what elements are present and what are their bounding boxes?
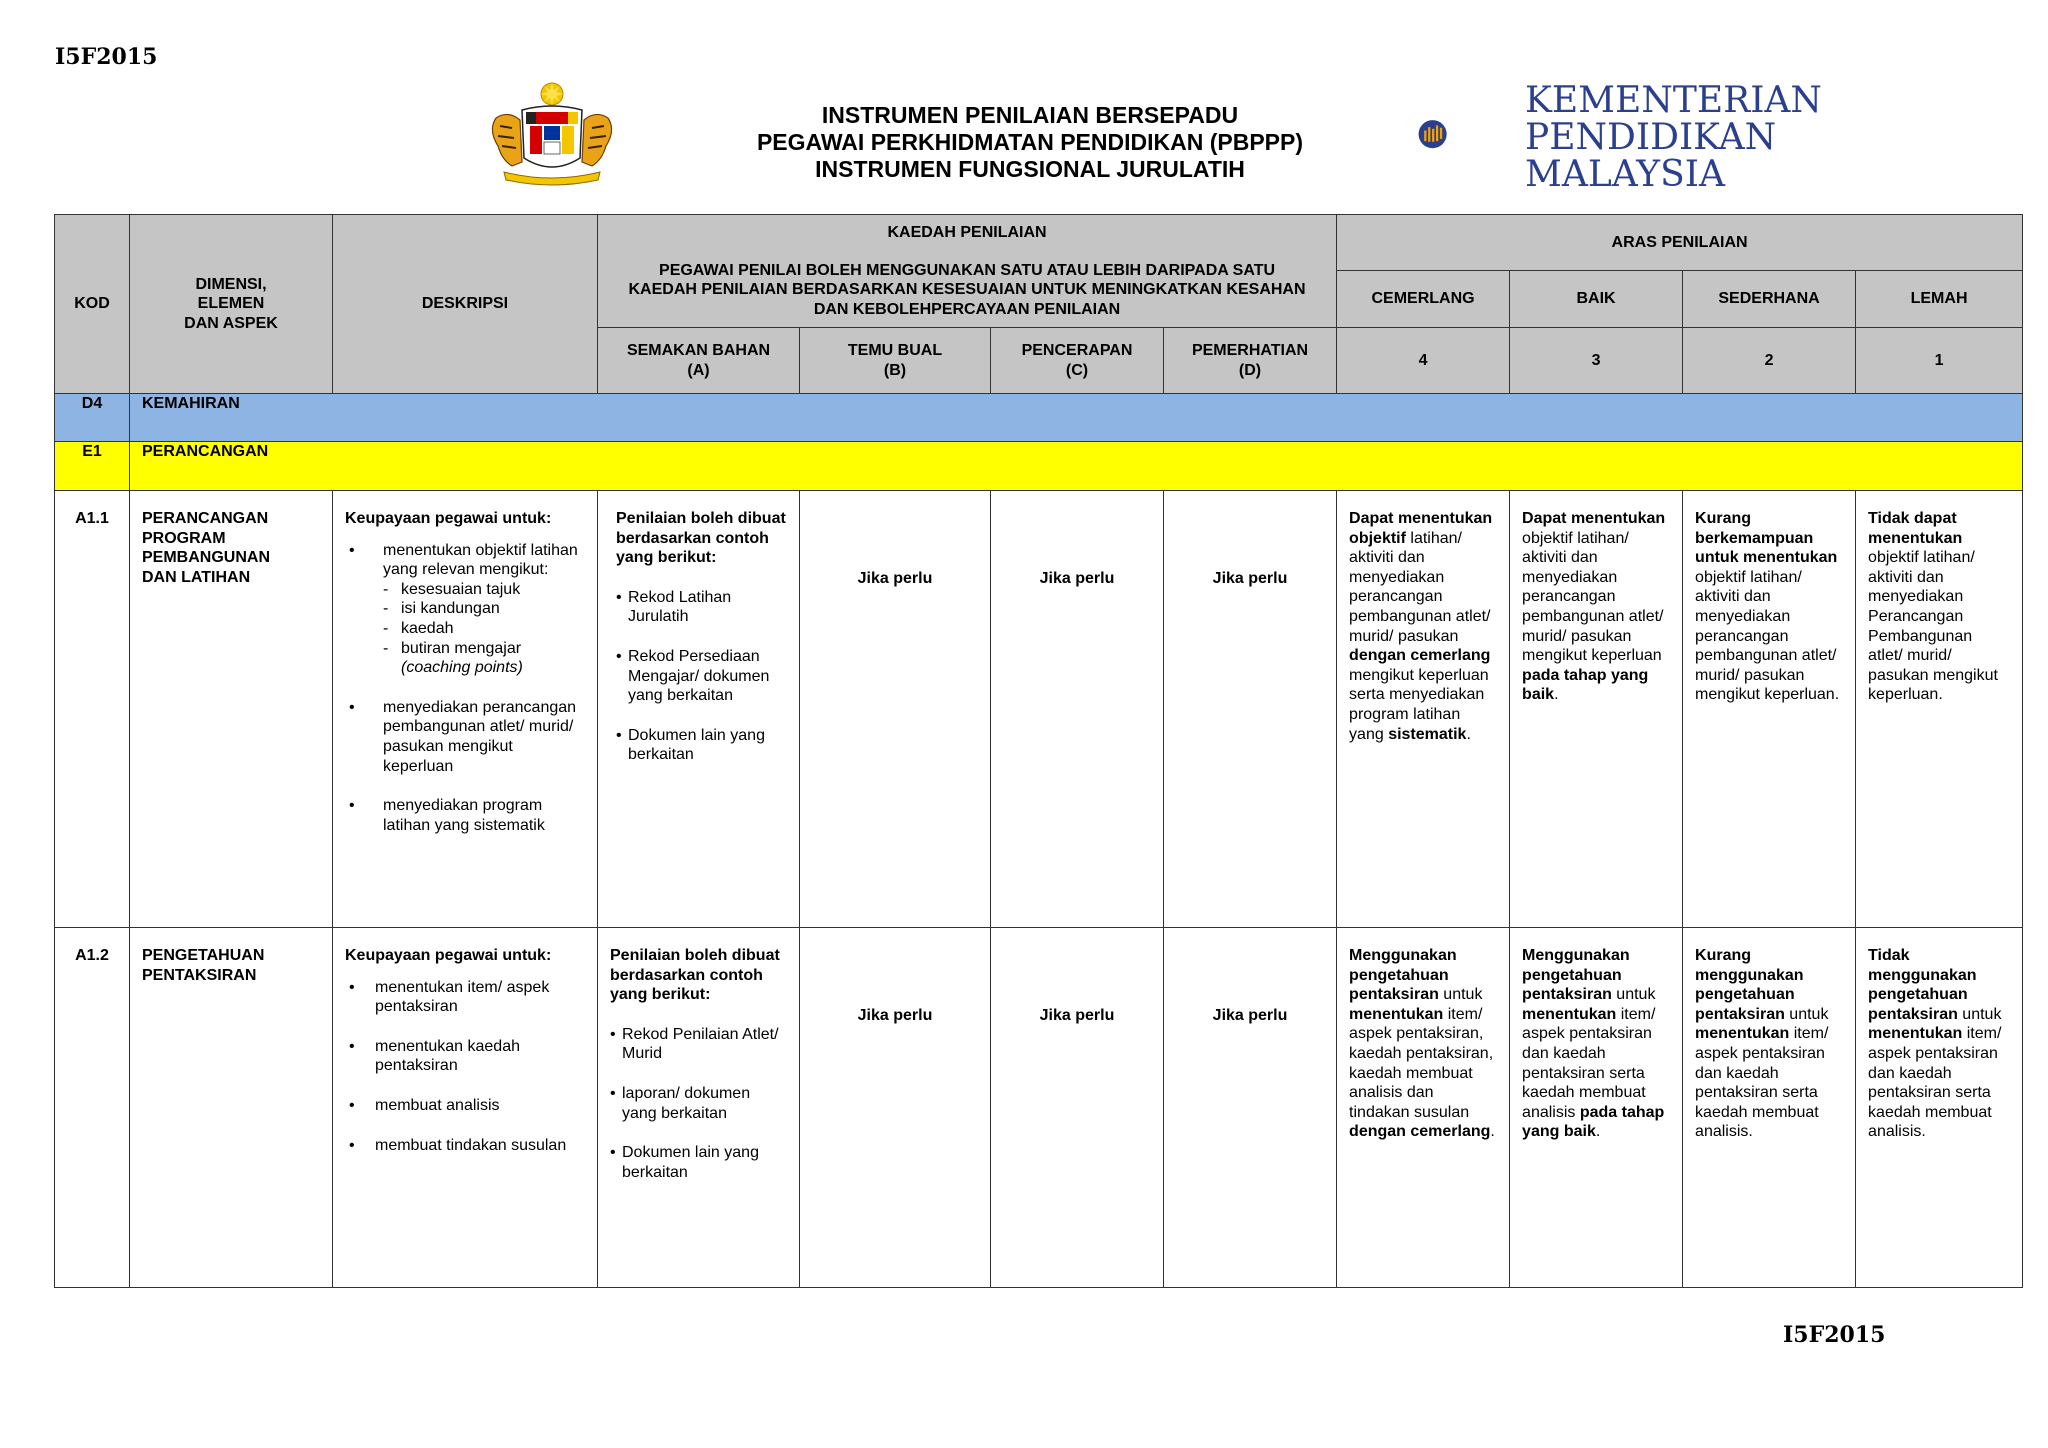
- aspect-name-line: DAN LATIHAN: [142, 568, 251, 586]
- description-intro: Keupayaan pegawai untuk:: [345, 947, 552, 964]
- rubric-text: objektif latihan/ aktiviti dan menyediakan Perancangan Pembangunan atlet/ murid/ pasukan mengikut keperluan.: [1868, 549, 1998, 704]
- kpm-logo-icon: [1418, 82, 1522, 188]
- rubric-text: .: [1595, 1123, 1601, 1141]
- rubric-bold: menentukan: [1349, 1005, 1444, 1023]
- rubric-text: .: [1466, 725, 1471, 743]
- list-item: • membuat tindakan susulan: [345, 1136, 585, 1156]
- header-dimensi-line-1: DIMENSI,: [195, 275, 267, 293]
- header-semakan-bahan: [598, 328, 800, 394]
- header-pencerapan-code: (C): [1065, 361, 1089, 379]
- jika-perlu-label: Jika perlu: [1212, 1007, 1288, 1024]
- list-item: • membuat analisis: [345, 1096, 585, 1116]
- header-pencerapan-name: PENCERAPAN: [1021, 341, 1133, 359]
- element-code: E1: [55, 442, 130, 491]
- kaedah-title: KAEDAH PENILAIAN: [887, 224, 1047, 241]
- header-semakan-name: SEMAKAN BAHAN: [626, 341, 771, 359]
- semakan-intro-text: Penilaian boleh dibuat berdasarkan contoh yang berikut: [610, 947, 780, 1004]
- cemerlang-cell: [1337, 928, 1510, 1288]
- table-row: [55, 491, 2023, 928]
- rubric-text: untuk: [1957, 1005, 2002, 1023]
- sub-item: - kesesuaian tajuk: [383, 580, 585, 600]
- rubric-text: item/ aspek pentaksiran dan kaedah pentaksiran serta kaedah membuat analisis: [1522, 1005, 1656, 1121]
- element-name: PERANCANGAN: [130, 442, 2023, 491]
- aspect-name-line: PROGRAM: [142, 529, 226, 547]
- header-aras-baik: BAIK: [1510, 271, 1683, 328]
- rubric-text: latihan/ aktiviti dan menyediakan perancangan pembangunan atlet/ murid/ pasukan: [1349, 529, 1491, 645]
- sederhana-cell: [1683, 491, 1856, 928]
- logo-line-3: MALAYSIA: [1525, 154, 1725, 195]
- dimension-code: D4: [55, 394, 130, 442]
- document-title: [690, 102, 1370, 183]
- aspect-name-line: PENGETAHUAN: [142, 947, 265, 964]
- rubric-bold: Dapat menentukan objektif: [1349, 510, 1493, 547]
- header-kod: KOD: [55, 215, 130, 394]
- logo-line-1: KEMENTERIAN: [1525, 80, 1822, 121]
- rubric-text: item/ aspek pentaksiran dan kaedah pentaksiran serta kaedah membuat analisis.: [1868, 1025, 2002, 1141]
- description-cell: [333, 928, 598, 1288]
- rubric-bold: menentukan: [1868, 1025, 1963, 1043]
- rubric-bold: menentukan: [1695, 1025, 1790, 1043]
- rubric-text: item/ aspek pentaksiran dan kaedah pentaksiran serta kaedah membuat analisis.: [1695, 1025, 1829, 1141]
- jika-perlu-label: Jika perlu: [1039, 1007, 1115, 1024]
- header-semakan-code: (A): [687, 361, 710, 379]
- list-item: • menentukan item/ aspek pentaksiran: [345, 978, 585, 1017]
- aspect-name: [130, 928, 333, 1288]
- rubric-bold: Menggunakan pengetahuan pentaksiran: [1349, 947, 1457, 1004]
- temu-bual-cell: [800, 491, 991, 928]
- dimension-name: KEMAHIRAN: [130, 394, 2023, 442]
- rubric-text: .: [1554, 686, 1559, 704]
- list-item: • Rekod Penilaian Atlet/ Murid: [610, 1025, 787, 1064]
- title-line-1: INSTRUMEN PENILAIAN BERSEPADU: [821, 102, 1239, 128]
- rubric-bold: Tidak dapat menentukan: [1868, 510, 1963, 547]
- lemah-cell: [1856, 928, 2023, 1288]
- sub-item-text: butiran mengajar: [401, 639, 522, 657]
- cemerlang-cell: [1337, 491, 1510, 928]
- lemah-cell: [1856, 491, 2023, 928]
- header-pencerapan: [991, 328, 1164, 394]
- aspect-name-line: PENTAKSIRAN: [142, 966, 257, 984]
- list-item: [345, 541, 585, 678]
- semakan-intro: Penilaian boleh dibuat berdasarkan contoh yang berikut:: [616, 510, 786, 567]
- rubric-bold: sistematik: [1388, 725, 1467, 743]
- rubric-text: untuk: [1784, 1005, 1829, 1023]
- pemerhatian-cell: [1164, 491, 1337, 928]
- aspect-code: A1.1: [55, 491, 130, 928]
- jika-perlu-label: Jika perlu: [1039, 570, 1115, 587]
- dimension-row: [55, 394, 2023, 442]
- pencerapan-cell: [991, 928, 1164, 1288]
- rubric-text: objektif latihan/ aktiviti dan menyediakan perancangan pembangunan atlet/ murid/ pasukan mengikut keperluan.: [1695, 568, 1840, 704]
- document-code-top: I5F2015: [55, 44, 158, 70]
- header-kaedah: [598, 215, 1337, 328]
- list-item: • menyediakan program latihan yang sistematik: [345, 796, 585, 835]
- aspect-name-line: PEMBANGUNAN: [142, 549, 270, 567]
- pemerhatian-cell: [1164, 928, 1337, 1288]
- sub-item: [383, 639, 585, 678]
- rubric-bold: Kurang berkemampuan untuk menentukan: [1695, 510, 1838, 567]
- rubric-text: item/ aspek pentaksiran, kaedah pentaksiran, kaedah membuat analisis dan tindakan susulan: [1349, 1005, 1494, 1121]
- table-row: [55, 928, 2023, 1288]
- rubric-text: untuk: [1611, 986, 1656, 1004]
- semakan-cell: [598, 491, 800, 928]
- element-row: [55, 442, 2023, 491]
- list-item: • Dokumen lain yang berkaitan: [610, 1143, 787, 1182]
- score-3: 3: [1510, 328, 1683, 394]
- temu-bual-cell: [800, 928, 991, 1288]
- score-1: 1: [1856, 328, 2023, 394]
- header-deskripsi: DESKRIPSI: [333, 215, 598, 394]
- semakan-intro: Penilaian boleh dibuat berdasarkan contoh yang berikut:: [610, 947, 780, 1004]
- aspect-name-line: PERANCANGAN: [142, 510, 269, 527]
- malaysia-coat-of-arms-icon: [482, 80, 622, 188]
- header-aras-lemah: LEMAH: [1856, 271, 2023, 328]
- rubric-bold: Menggunakan pengetahuan pentaksiran: [1522, 947, 1630, 1004]
- list-item: • menyediakan perancangan pembangunan atlet/ murid/ pasukan mengikut keperluan: [345, 698, 585, 776]
- semakan-cell: [598, 928, 800, 1288]
- score-2: 2: [1683, 328, 1856, 394]
- semakan-intro-text: Penilaian boleh dibuat berdasarkan contoh yang berikut: [616, 510, 786, 567]
- list-item: • Rekod Persediaan Mengajar/ dokumen yang berkaitan: [616, 647, 787, 706]
- kaedah-note: PEGAWAI PENILAI BOLEH MENGGUNAKAN SATU ATAU LEBIH DARIPADA SATU KAEDAH PENILAIAN BERDASARKAN KESESUAIAN UNTUK MENINGKATKAN KESAHAN DAN KEBOLEHPERCAYAAN PENILAIAN: [628, 261, 1306, 318]
- rubric-bold: Tidak menggunakan pengetahuan pentaksiran: [1868, 947, 1977, 1023]
- list-item: • Dokumen lain yang berkaitan: [616, 726, 787, 765]
- sub-item: - kaedah: [383, 619, 585, 639]
- list-item: • menentukan kaedah pentaksiran: [345, 1037, 585, 1076]
- header-aras: ARAS PENILAIAN: [1337, 215, 2023, 271]
- rubric-bold: dengan cemerlang: [1349, 647, 1491, 665]
- header-pemerhatian-code: (D): [1238, 361, 1262, 379]
- list-item-text: menentukan objektif latihan yang relevan mengikut:: [383, 541, 578, 579]
- rubric-bold: dengan cemerlang: [1349, 1123, 1491, 1141]
- rubric-bold: menentukan: [1522, 1005, 1617, 1023]
- header-dimensi: [130, 215, 333, 394]
- rubric-bold: pada tahap yang baik: [1522, 1103, 1665, 1141]
- baik-cell: [1510, 928, 1683, 1288]
- list-item: • laporan/ dokumen yang berkaitan: [610, 1084, 787, 1123]
- header-pemerhatian: [1164, 328, 1337, 394]
- header-pemerhatian-name: PEMERHATIAN: [1191, 341, 1309, 359]
- rubric-text: objektif latihan/ aktiviti dan menyediakan perancangan pembangunan atlet/ murid/ pasukan mengikut keperluan: [1522, 529, 1664, 665]
- pencerapan-cell: [991, 491, 1164, 928]
- rubric-bold: pada tahap yang baik: [1522, 666, 1649, 704]
- jika-perlu-label: Jika perlu: [857, 1007, 933, 1024]
- header-temu-bual-name: TEMU BUAL: [847, 341, 943, 359]
- header-dimensi-line-3: DAN ASPEK: [184, 314, 278, 332]
- sub-item-note: (coaching points): [401, 659, 523, 677]
- header-aras-sederhana: SEDERHANA: [1683, 271, 1856, 328]
- jika-perlu-label: Jika perlu: [857, 570, 933, 587]
- sederhana-cell: [1683, 928, 1856, 1288]
- baik-cell: [1510, 491, 1683, 928]
- rubric-bold: Kurang menggunakan pengetahuan pentaksiran: [1695, 947, 1804, 1023]
- list-item: • Rekod Latihan Jurulatih: [616, 588, 787, 627]
- document-code-bottom: I5F2015: [1783, 1322, 1886, 1348]
- sub-item: - isi kandungan: [383, 599, 585, 619]
- rubric-text: mengikut keperluan serta menyediakan program latihan yang: [1349, 666, 1489, 743]
- kpm-logo-text: [1525, 82, 1822, 193]
- header-temu-bual-code: (B): [883, 361, 907, 379]
- score-4: 4: [1337, 328, 1510, 394]
- logo-line-2: PENDIDIKAN: [1525, 117, 1777, 158]
- rubric-bold: Dapat menentukan: [1522, 510, 1666, 527]
- description-intro: Keupayaan pegawai untuk:: [345, 510, 552, 527]
- header-aras-cemerlang: CEMERLANG: [1337, 271, 1510, 328]
- title-line-3: INSTRUMEN FUNGSIONAL JURULATIH: [815, 156, 1245, 182]
- header-temu-bual: [800, 328, 991, 394]
- rubric-text: .: [1490, 1123, 1495, 1141]
- rubric-text: untuk: [1438, 986, 1483, 1004]
- aspect-code: A1.2: [55, 928, 130, 1288]
- assessment-table: [54, 214, 2023, 1288]
- title-line-2: PEGAWAI PERKHIDMATAN PENDIDIKAN (PBPPP): [756, 129, 1304, 155]
- description-cell: [333, 491, 598, 928]
- aspect-name: [130, 491, 333, 928]
- jika-perlu-label: Jika perlu: [1212, 570, 1288, 587]
- header-dimensi-line-2: ELEMEN: [197, 295, 265, 313]
